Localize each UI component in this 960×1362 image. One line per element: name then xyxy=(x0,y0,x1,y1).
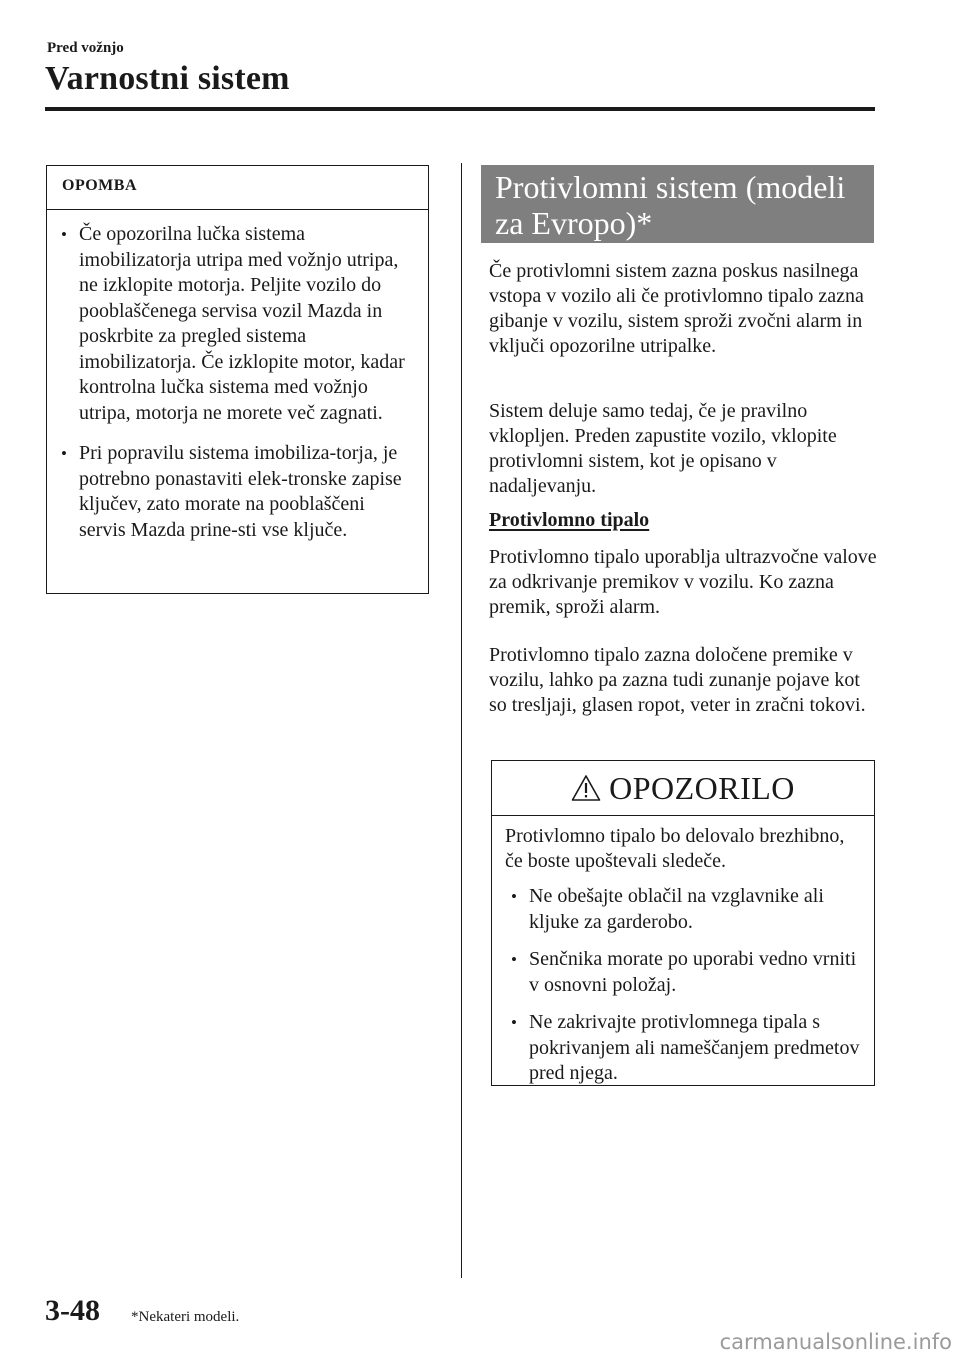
note-list xyxy=(47,210,428,543)
warning-intro: Protivlomno tipalo bo delovalo brezhibno, če boste upoštevali sledeče. xyxy=(505,825,845,872)
warning-header xyxy=(492,761,874,816)
warning-title: OPOZORILO xyxy=(609,769,795,806)
column-divider xyxy=(461,163,462,1278)
note-heading: OPOMBA xyxy=(47,166,428,210)
bullet-icon: • xyxy=(511,887,517,906)
warning-triangle-icon xyxy=(571,774,601,802)
warning-item-text: Senčnika morate po uporabi vedno vrniti v osnovni položaj. xyxy=(529,948,857,996)
paragraph: Protivlomno tipalo zazna določene premike v vozilu, lahko pa zazna tudi zunanje pojave kot so tresljaji, glasen ropot, veter in zračni tokovi. xyxy=(489,644,866,716)
paragraph: Sistem deluje samo tedaj, če je pravilno vklopljen. Preden zapustite vozilo, vklopite protivlomni sistem, kot je opisano v nadaljevanju. xyxy=(489,400,837,497)
note-item xyxy=(61,441,410,543)
warning-item-text: Ne obešajte oblačil na vzglavnike ali kljuke za garderobo. xyxy=(529,885,824,933)
bullet-icon: • xyxy=(61,225,67,244)
note-item xyxy=(61,222,410,426)
breadcrumb: Pred vožnjo xyxy=(47,40,124,56)
subsection-heading: Protivlomno tipalo xyxy=(489,509,650,531)
watermark: carmanualsonline.info xyxy=(719,1330,952,1354)
warning-box xyxy=(491,760,875,1086)
note-item-text: Pri popravilu sistema imobiliza-torja, je potrebno ponastaviti elek-tronske zapise ključev, zato morate na pooblaščeni servis Mazda prine-sti vse ključe. xyxy=(79,442,402,541)
title-rule xyxy=(45,107,875,111)
bullet-icon: • xyxy=(511,950,517,969)
bullet-icon: • xyxy=(511,1013,517,1032)
warning-list xyxy=(492,874,874,1087)
warning-item xyxy=(511,947,862,998)
section-heading: Protivlomni sistem (modeli za Evropo)* xyxy=(481,165,874,243)
warning-item xyxy=(511,1010,862,1087)
footnote: *Nekateri modeli. xyxy=(131,1309,240,1325)
page-title: Varnostni sistem xyxy=(45,60,290,97)
note-item-text: Če opozorilna lučka sistema imobilizatorja utripa med vožnjo utripa, ne izklopite motorja. Peljite vozilo do pooblaščenega servisa vozil Mazda in poskrbite za pregled sistema imobilizatorja. Če izklopite motor, kadar kontrolna lučka sistema med vožnjo utripa, motorja ne morete več zagnati. xyxy=(79,223,405,424)
warning-item xyxy=(511,884,862,935)
note-box xyxy=(46,165,429,594)
paragraph: Protivlomno tipalo uporablja ultrazvočne valove za odkrivanje premikov v vozilu. Ko zazna premik, sproži alarm. xyxy=(489,546,877,618)
paragraph: Če protivlomni sistem zazna poskus nasilnega vstopa v vozilo ali če protivlomno tipalo zazna gibanje v vozilu, sistem sproži zvočni alarm in vključi opozorilne utripalke. xyxy=(489,260,864,357)
bullet-icon: • xyxy=(61,444,67,463)
warning-item-text: Ne zakrivajte protivlomnega tipala s pokrivanjem ali nameščanjem predmetov pred njega. xyxy=(529,1011,860,1084)
page-number: 3-48 xyxy=(45,1294,100,1327)
